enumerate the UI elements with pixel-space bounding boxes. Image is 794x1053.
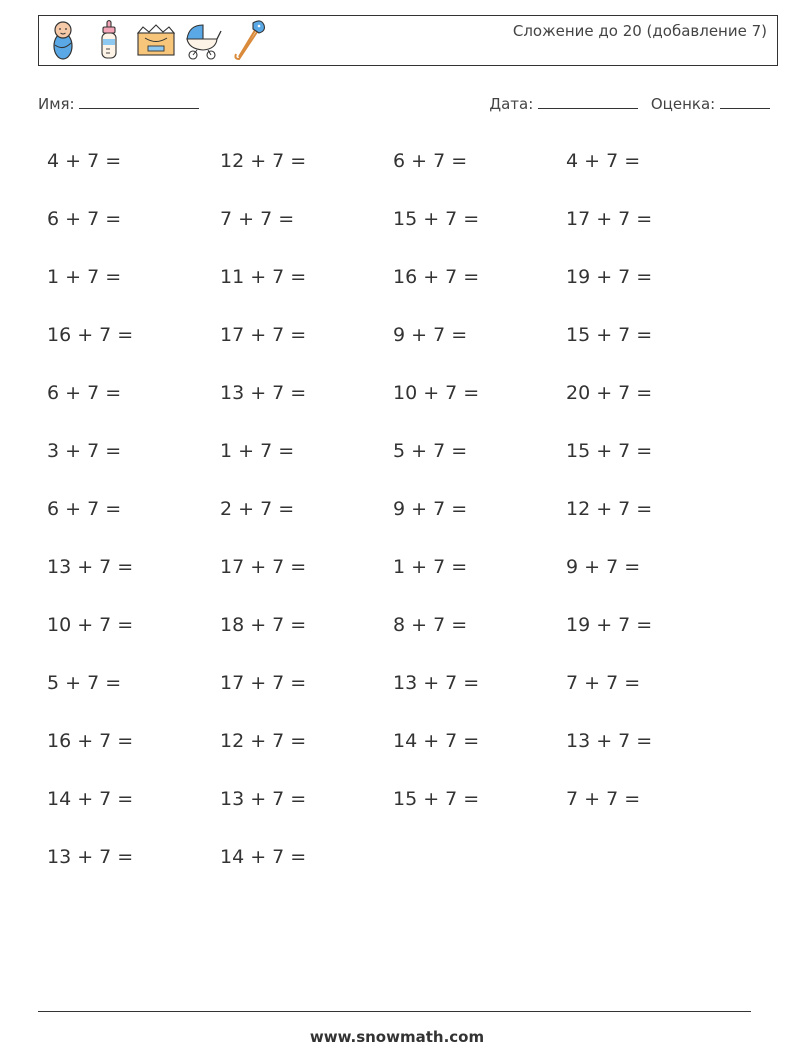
addition-problem: 6 + 7 = — [47, 382, 122, 404]
addition-problem: 1 + 7 = — [393, 556, 468, 578]
addition-problem: 1 + 7 = — [47, 266, 122, 288]
problem-row — [47, 378, 739, 436]
addition-problem: 13 + 7 = — [47, 846, 134, 868]
addition-problem: 9 + 7 = — [566, 556, 641, 578]
problem-grid — [47, 146, 739, 900]
problem-row — [47, 610, 739, 668]
addition-problem: 5 + 7 = — [47, 672, 122, 694]
addition-problem: 14 + 7 = — [220, 846, 307, 868]
addition-problem: 7 + 7 = — [220, 208, 295, 230]
problem-row — [47, 668, 739, 726]
tissue-box-icon — [135, 19, 177, 65]
baby-stroller-icon — [183, 19, 223, 65]
addition-problem: 4 + 7 = — [566, 150, 641, 172]
header-icons — [49, 20, 273, 64]
addition-problem: 6 + 7 = — [393, 150, 468, 172]
problem-row — [47, 146, 739, 204]
date-blank[interactable] — [538, 94, 638, 109]
addition-problem: 20 + 7 = — [566, 382, 653, 404]
addition-problem: 9 + 7 = — [393, 498, 468, 520]
safety-pin-icon — [231, 19, 267, 65]
addition-problem: 17 + 7 = — [220, 324, 307, 346]
addition-problem: 10 + 7 = — [47, 614, 134, 636]
addition-problem: 17 + 7 = — [220, 556, 307, 578]
addition-problem: 18 + 7 = — [220, 614, 307, 636]
addition-problem: 13 + 7 = — [393, 672, 480, 694]
addition-problem: 15 + 7 = — [566, 324, 653, 346]
footer-divider — [38, 1011, 751, 1012]
grade-label: Оценка: — [650, 95, 716, 113]
name-blank[interactable] — [79, 94, 199, 109]
addition-problem: 5 + 7 = — [393, 440, 468, 462]
name-label: Имя: — [38, 95, 75, 113]
addition-problem: 1 + 7 = — [220, 440, 295, 462]
addition-problem: 13 + 7 = — [566, 730, 653, 752]
addition-problem: 2 + 7 = — [220, 498, 295, 520]
footer-site: www.snowmath.com — [309, 1028, 485, 1046]
problem-row — [47, 552, 739, 610]
addition-problem: 4 + 7 = — [47, 150, 122, 172]
addition-problem: 3 + 7 = — [47, 440, 122, 462]
addition-problem: 10 + 7 = — [393, 382, 480, 404]
addition-problem: 17 + 7 = — [220, 672, 307, 694]
addition-problem: 16 + 7 = — [47, 730, 134, 752]
addition-problem: 17 + 7 = — [566, 208, 653, 230]
addition-problem: 8 + 7 = — [393, 614, 468, 636]
addition-problem: 14 + 7 = — [47, 788, 134, 810]
date-label: Дата: — [489, 95, 534, 113]
addition-problem: 15 + 7 = — [393, 208, 480, 230]
addition-problem: 13 + 7 = — [220, 788, 307, 810]
addition-problem: 16 + 7 = — [47, 324, 134, 346]
addition-problem: 19 + 7 = — [566, 614, 653, 636]
addition-problem: 12 + 7 = — [566, 498, 653, 520]
problem-row — [47, 204, 739, 262]
problem-row — [47, 320, 739, 378]
addition-problem: 13 + 7 = — [220, 382, 307, 404]
worksheet-title: Сложение до 20 (добавление 7) — [512, 22, 767, 40]
problem-row — [47, 726, 739, 784]
header-box — [38, 15, 778, 66]
addition-problem: 13 + 7 = — [47, 556, 134, 578]
addition-problem: 9 + 7 = — [393, 324, 468, 346]
addition-problem: 14 + 7 = — [393, 730, 480, 752]
baby-icon — [49, 19, 77, 65]
problem-row — [47, 494, 739, 552]
grade-blank[interactable] — [720, 94, 770, 109]
addition-problem: 7 + 7 = — [566, 788, 641, 810]
baby-bottle-icon — [97, 19, 121, 65]
addition-problem: 15 + 7 = — [566, 440, 653, 462]
addition-problem: 12 + 7 = — [220, 730, 307, 752]
addition-problem: 7 + 7 = — [566, 672, 641, 694]
addition-problem: 12 + 7 = — [220, 150, 307, 172]
problem-row — [47, 842, 739, 900]
addition-problem: 11 + 7 = — [220, 266, 307, 288]
name-field — [38, 94, 199, 113]
addition-problem: 15 + 7 = — [393, 788, 480, 810]
addition-problem: 6 + 7 = — [47, 498, 122, 520]
problem-row — [47, 784, 739, 842]
problem-row — [47, 436, 739, 494]
addition-problem: 16 + 7 = — [393, 266, 480, 288]
date-grade-fields — [489, 94, 770, 113]
addition-problem: 19 + 7 = — [566, 266, 653, 288]
problem-row — [47, 262, 739, 320]
addition-problem: 6 + 7 = — [47, 208, 122, 230]
